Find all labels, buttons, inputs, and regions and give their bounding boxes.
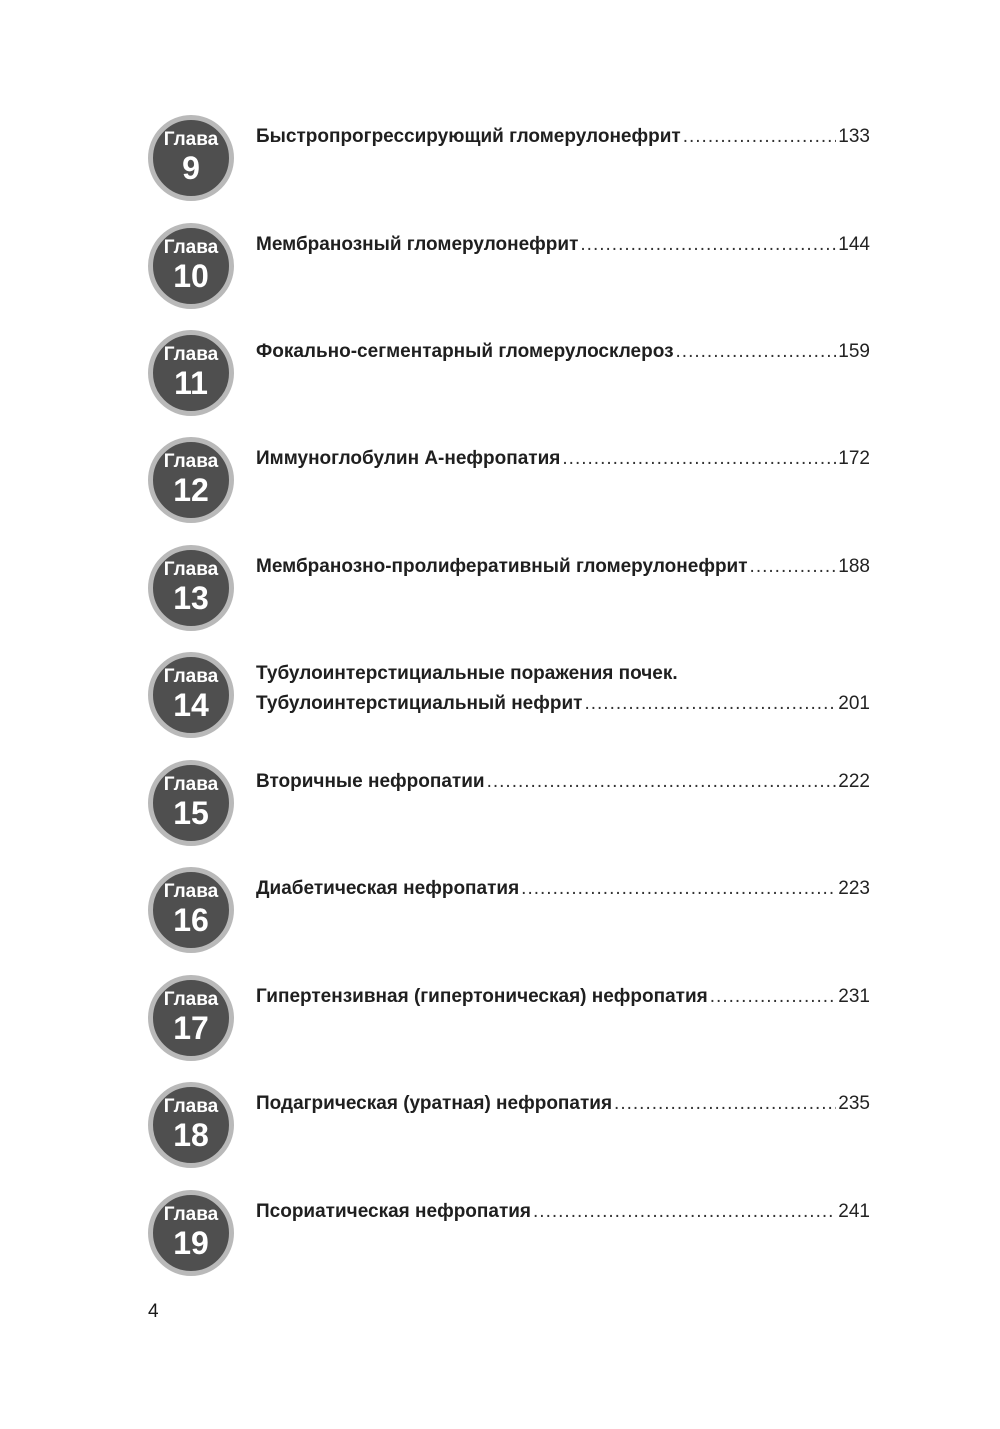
toc-entry-chapter-14[interactable]	[148, 652, 870, 740]
chapter-badge	[148, 223, 234, 309]
chapter-page: 235	[838, 1093, 870, 1114]
chapter-number: 13	[173, 580, 209, 616]
chapter-page: 188	[838, 556, 870, 577]
chapter-number: 15	[173, 795, 209, 831]
toc-entry-chapter-11[interactable]	[148, 330, 870, 418]
chapter-number: 17	[173, 1010, 209, 1046]
dot-leader	[614, 1092, 836, 1116]
chapter-title: Диабетическая нефропатия	[256, 878, 520, 899]
chapter-page: 144	[838, 234, 870, 255]
chapter-title: Быстропрогрессирующий гломерулонефрит	[256, 126, 681, 147]
toc-line	[256, 447, 870, 471]
chapter-number: 18	[173, 1117, 209, 1153]
chapter-word: Глава	[163, 881, 219, 902]
toc-line	[256, 985, 870, 1009]
chapter-title: Мембранозный гломерулонефрит	[256, 234, 579, 255]
chapter-badge	[148, 867, 234, 953]
chapter-word: Глава	[163, 559, 219, 580]
chapter-word: Глава	[163, 666, 219, 687]
toc-entry-chapter-12[interactable]	[148, 437, 870, 525]
chapter-number: 10	[173, 258, 209, 294]
chapter-badge	[148, 652, 234, 738]
chapter-title: Псориатическая нефропатия	[256, 1201, 532, 1222]
chapter-page: 133	[838, 126, 870, 147]
chapter-page: 231	[838, 986, 870, 1007]
chapter-number: 9	[182, 150, 200, 186]
chapter-page: 172	[838, 448, 870, 469]
chapter-number: 16	[173, 902, 209, 938]
toc-line	[256, 1200, 870, 1224]
toc-line	[256, 877, 870, 901]
toc-line	[256, 555, 870, 579]
toc-entry-chapter-9[interactable]	[148, 115, 870, 203]
toc-entry-chapter-16[interactable]	[148, 867, 870, 955]
chapter-page: 159	[838, 341, 870, 362]
toc-entry-chapter-15[interactable]	[148, 760, 870, 848]
chapter-number: 14	[173, 687, 209, 723]
toc-entry-chapter-10[interactable]	[148, 223, 870, 311]
chapter-title-line-2: Тубулоинтерстициальный нефрит	[256, 693, 583, 714]
chapter-title: Фокально-сегментарный гломерулосклероз	[256, 341, 674, 362]
chapter-word: Глава	[163, 1096, 219, 1117]
chapter-page: 222	[838, 771, 870, 792]
chapter-title: Подагрическая (уратная) нефропатия	[256, 1093, 613, 1114]
chapter-badge	[148, 760, 234, 846]
dot-leader	[562, 447, 836, 471]
chapter-badge	[148, 115, 234, 201]
chapter-word: Глава	[163, 989, 219, 1010]
toc-entry-chapter-19[interactable]	[148, 1190, 870, 1278]
chapter-number: 11	[174, 365, 208, 401]
chapter-title: Вторичные нефропатии	[256, 771, 485, 792]
toc-entry-chapter-17[interactable]	[148, 975, 870, 1063]
chapter-word: Глава	[163, 774, 219, 795]
dot-leader	[580, 233, 836, 257]
dot-leader	[676, 340, 837, 364]
toc-line	[256, 125, 870, 149]
toc-line	[256, 340, 870, 364]
toc-line	[256, 770, 870, 794]
toc-line	[256, 662, 870, 686]
chapter-title: Иммуноглобулин А-нефропатия	[256, 448, 561, 469]
toc-entry-chapter-13[interactable]	[148, 545, 870, 633]
dot-leader	[710, 985, 837, 1009]
chapter-number: 12	[173, 472, 209, 508]
toc-entry-chapter-18[interactable]	[148, 1082, 870, 1170]
dot-leader	[584, 692, 836, 716]
chapter-word: Глава	[163, 1204, 219, 1225]
toc-line	[256, 233, 870, 257]
chapter-badge	[148, 545, 234, 631]
dot-leader	[750, 555, 837, 579]
dot-leader	[533, 1200, 836, 1224]
chapter-badge	[148, 437, 234, 523]
chapter-number: 19	[173, 1225, 209, 1261]
chapter-title: Мембранозно-пролиферативный гломерулонефрит	[256, 556, 748, 577]
chapter-badge	[148, 330, 234, 416]
chapter-word: Глава	[163, 344, 219, 365]
chapter-page: 223	[838, 878, 870, 899]
dot-leader	[521, 877, 836, 901]
chapter-page: 241	[838, 1201, 870, 1222]
dot-leader	[487, 770, 837, 794]
chapter-page: 201	[838, 693, 870, 714]
chapter-word: Глава	[163, 451, 219, 472]
dot-leader	[683, 125, 837, 149]
chapter-title: Гипертензивная (гипертоническая) нефропатия	[256, 986, 708, 1007]
chapter-word: Глава	[163, 129, 219, 150]
chapter-badge	[148, 975, 234, 1061]
page-number: 4	[148, 1301, 159, 1322]
chapter-badge	[148, 1190, 234, 1276]
toc-line	[256, 1092, 870, 1116]
chapter-word: Глава	[163, 237, 219, 258]
toc-line	[256, 692, 870, 716]
chapter-title-line-1: Тубулоинтерстициальные поражения почек.	[256, 663, 678, 684]
chapter-badge	[148, 1082, 234, 1168]
